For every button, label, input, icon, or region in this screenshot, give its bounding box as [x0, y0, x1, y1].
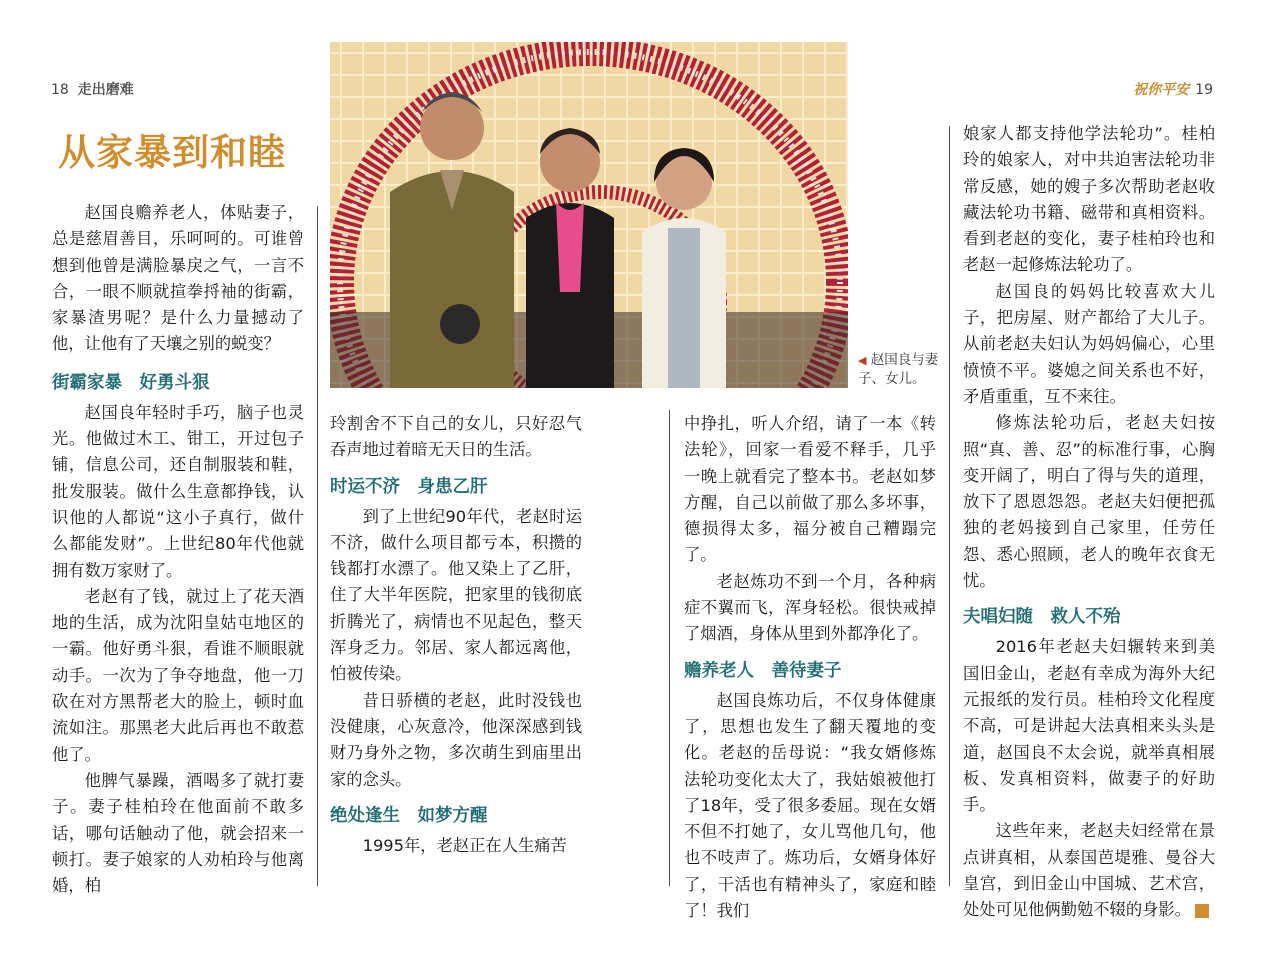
paragraph: 1995年，老赵正在人生痛苦	[362, 835, 567, 855]
paragraph: 昔日骄横的老赵，此时没钱也没健康，心灰意冷，他深深感到钱财乃身外之物，多次萌生到庙里出家的念头。	[330, 690, 582, 789]
family-photo	[330, 42, 848, 388]
left-page-number: 18	[51, 82, 69, 98]
paragraph: 赵国良的妈妈比较喜欢大儿子，把房屋、财产都给了大儿子。从前老赵夫妇认为妈妈偏心，心里愤愤不平。婆媳之间关系也不好，矛盾重重，互不来往。	[963, 281, 1215, 406]
column-divider	[669, 410, 670, 886]
photo-caption	[858, 351, 944, 388]
right-section-name: 祝你平安	[1133, 82, 1190, 98]
section-heading: 夫唱妇随 救人不殆	[963, 607, 1121, 628]
family-photo-illustration	[330, 42, 848, 388]
column-1	[52, 200, 304, 899]
paragraph-continued: 玲割舍不下自己的女儿，只好忍气吞声地过着暗无天日的生活。	[330, 414, 582, 460]
paragraph-continued: 中挣扎，听人介绍，请了一本《转法轮》，回家一看爱不释手，几乎一晚上就看完了整本书。老赵如梦方醒，自己以前做了那么多坏事，德损得太多，福分被自己糟蹋完了。	[684, 414, 936, 565]
article-title: 从家暴到和睦	[58, 131, 286, 174]
paragraph: 老赵炼功不到一个月，各种病症不翼而飞，浑身轻松。很快戒掉了烟酒，身体从里到外都净化了。	[684, 571, 936, 644]
paragraph	[963, 818, 1238, 923]
section-heading: 时运不济 身患乙肝	[330, 476, 488, 497]
section-heading: 赡养老人 善待妻子	[684, 660, 842, 681]
paragraph: 2016年老赵夫妇辗转来到美国旧金山，老赵有幸成为海外大纪元报纸的发行员。桂柏玲文化程度不高，可是讲起大法真相来头头是道，赵国良不太会说，就举真相展板、发真相资料，做妻子的好助手。	[963, 637, 1215, 815]
paragraph: 老赵有了钱，就过上了花天酒地的生活，成为沈阳皇姑屯地区的一霸。他好勇斗狠，看谁不顺眼就动手。一次为了争夺地盘，他一刀砍在对方黑帮老大的脸上，顿时血流如注。那黑老大此后再也不敢惹他了。	[52, 586, 304, 764]
right-page-number: 19	[1195, 82, 1213, 98]
left-page-header	[51, 79, 134, 99]
paragraph-continued: 娘家人都支持他学法轮功”。桂柏玲的娘家人，对中共迫害法轮功非常反感，她的嫂子多次帮助老赵收藏法轮功书籍、磁带和真相资料。看到老赵的变化，妻子桂柏玲也和老赵一起修炼法轮功了。	[963, 124, 1215, 275]
column-2	[330, 411, 582, 859]
end-mark-icon: 安	[1195, 904, 1209, 918]
section-heading: 街霸家暴 好勇斗狠	[52, 372, 210, 393]
paragraph: 赵国良年轻时手巧，脑子也灵光。他做过木工、钳工，开过包子铺，信息公司，还自制服装和鞋，批发服装。做什么生意都挣钱，认识他的人都说“这小子真行，做什么都能发财”。上世纪80年代他就拥有数万家财了。	[52, 402, 304, 580]
paragraph-text: 这些年来，老赵夫妇经常在景点讲真相，从泰国芭堤雅、曼谷大皇宫，到旧金山中国城、艺术宫，处处可见他俩勤勉不辍的身影。	[963, 821, 1215, 920]
paragraph: 到了上世纪90年代，老赵时运不济，做什么项目都亏本，积攒的钱都打水漂了。他又染上了乙肝，住了大半年医院，把家里的钱彻底折腾光了，病情也不见起色，整天浑身乏力。邻居、家人都远离他，怕被传染。	[330, 506, 582, 684]
paragraph: 他脾气暴躁，酒喝多了就打妻子。妻子桂柏玲在他面前不敢多话，哪句话触动了他，就会招来一顿打。妻子娘家的人劝柏玲与他离婚，柏	[52, 770, 304, 896]
paragraph: 赵国良炼功后，不仅身体健康了，思想也发生了翻天覆地的变化。老赵的岳母说：“我女婿修炼法轮功变化太大了，我姑娘被他打了18年，受了很多委屈。现在女婿不但不打她了，女儿骂他几句，他也不吱声了。炼功后，女婿身体好了，干活也有精神头了，家庭和睦了！我们	[684, 690, 936, 921]
caption-text: 赵国良与妻子、女儿。	[858, 352, 939, 387]
section-heading: 绝处逢生 如梦方醒	[330, 805, 488, 826]
column-divider	[317, 206, 318, 886]
left-section-name: 走出磨难	[77, 82, 134, 98]
column-3	[684, 411, 936, 924]
intro-paragraph: 赵国良赡养老人，体贴妻子，总是慈眉善目，乐呵呵的。可谁曾想到他曾是满脸暴戾之气，一言不合，一眼不顺就揎拳捋袖的街霸，家暴渣男呢？是什么力量撼动了他，让他有了天壤之别的蜕变？	[52, 203, 304, 354]
right-page-header	[1133, 79, 1213, 99]
caption-arrow-icon: ◀	[858, 354, 867, 367]
column-divider	[949, 126, 950, 886]
paragraph: 修炼法轮功后，老赵夫妇按照“真、善、忍”的标准行事，心胸变开阔了，明白了得与失的道理，放下了恩恩怨怨。老赵夫妇便把孤独的老妈接到自己家里，任劳任怨、悉心照顾，老人的晚年衣食无忧。	[963, 413, 1215, 591]
column-4	[963, 121, 1238, 924]
